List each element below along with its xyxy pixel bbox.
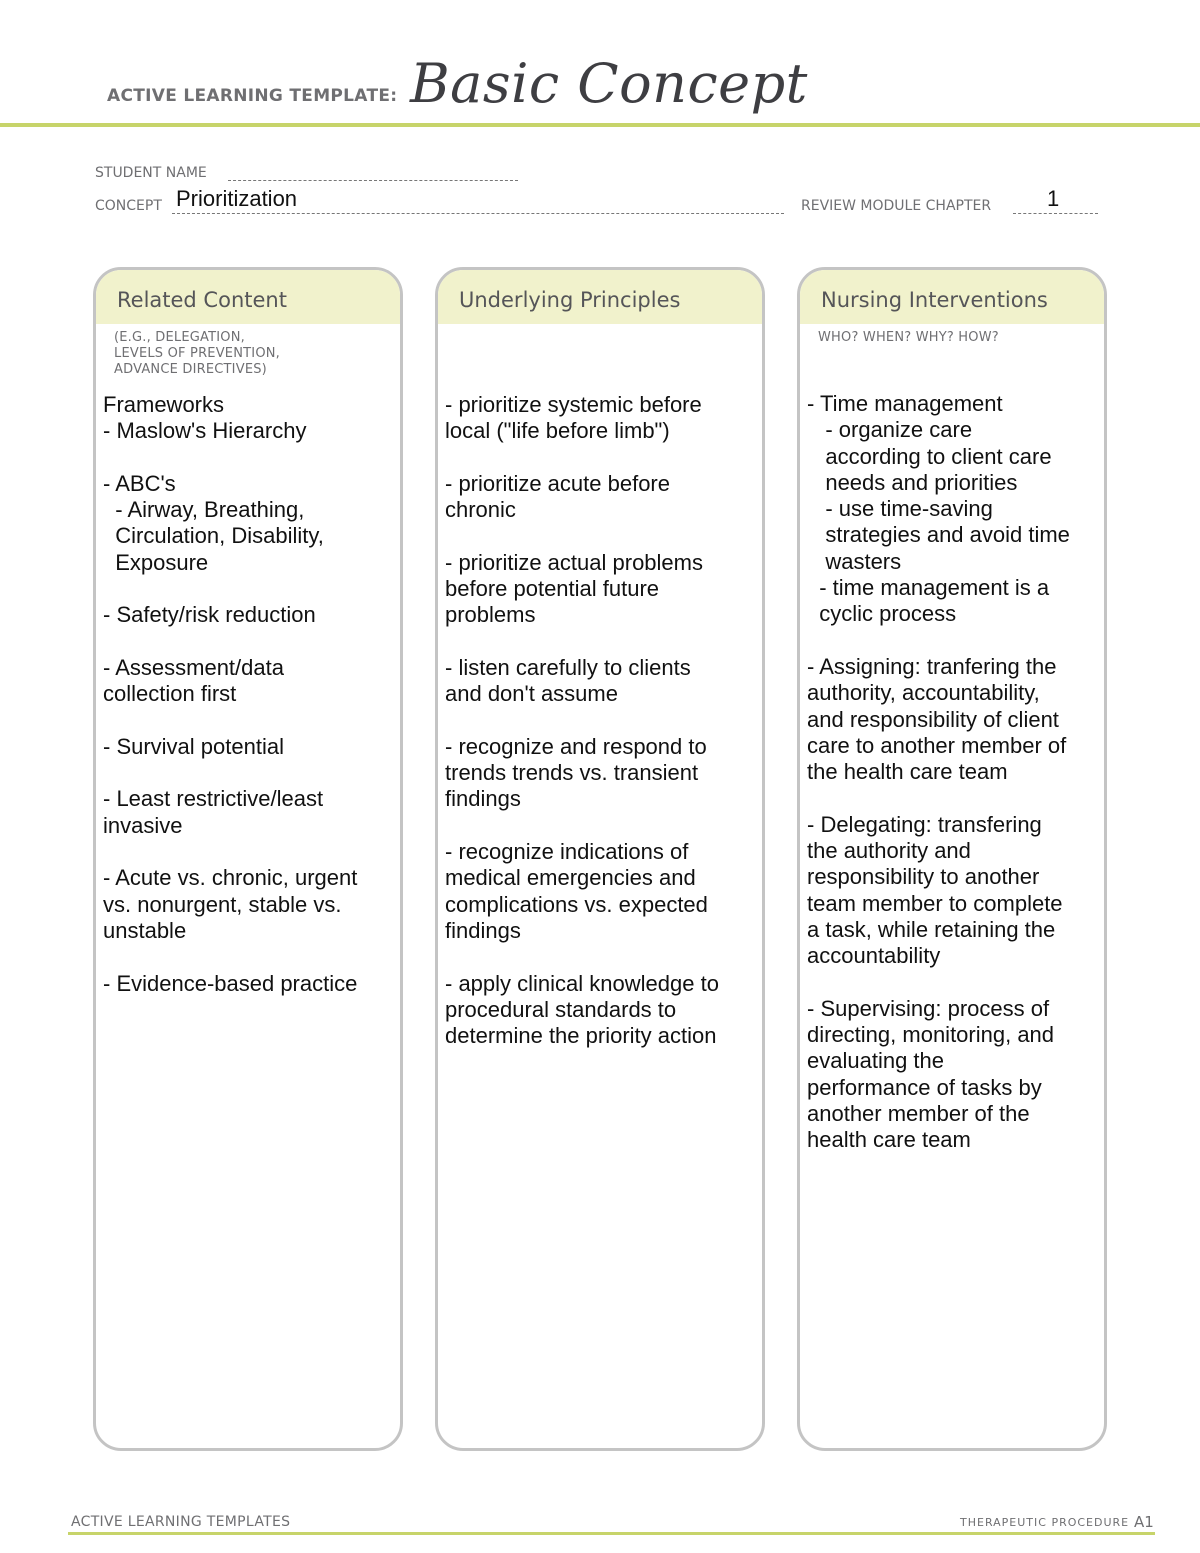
text-line: and responsibility of client [807,706,1059,732]
chapter-value: 1 [1047,186,1060,211]
text-line: - Least restrictive/least [103,786,324,812]
column-subheading [96,324,400,378]
footer-left: ACTIVE LEARNING TEMPLATES [71,1514,291,1530]
template-label: ACTIVE LEARNING TEMPLATE: [107,86,398,106]
text-line [103,708,392,734]
text-line: collection first [103,681,237,707]
footer-rule [68,1532,1155,1535]
text-line: - prioritize acute before [445,470,670,496]
concept-field[interactable] [172,213,784,214]
footer-right: THERAPEUTIC PROCEDURE [960,1516,1130,1529]
text-line: - Maslow's Hierarchy [103,418,307,444]
subheading-line: ADVANCE DIRECTIVES) [114,362,267,377]
text-line: medical emergencies and [445,865,696,891]
text-line [445,944,754,970]
text-line: accountability [807,943,941,969]
text-line: Frameworks [103,392,225,417]
text-line: responsibility to another [807,864,1040,890]
text-line [445,708,754,734]
text-line: - Safety/risk reduction [103,602,316,628]
text-line [103,576,392,602]
text-line: before potential future [445,576,660,602]
text-line [445,523,754,549]
related-content-column [93,267,403,1451]
text-line: - use time-saving [807,496,993,522]
chapter-label: REVIEW MODULE CHAPTER [801,198,992,214]
concept-value: Prioritization [176,186,298,211]
column-body[interactable] [445,392,754,1049]
text-line [807,970,1096,996]
text-line: needs and priorities [807,469,1018,495]
text-line: - listen carefully to clients [445,654,691,680]
text-line: wasters [807,548,902,574]
text-line: - prioritize actual problems [445,549,703,575]
text-line: Circulation, Disability, [103,523,324,549]
text-line [445,813,754,839]
column-heading: Nursing Interventions [800,270,1104,324]
student-name-label: STUDENT NAME [95,165,207,181]
nursing-interventions-column [797,267,1107,1451]
text-line: - time management is a [807,575,1050,601]
text-line: complications vs. expected [445,891,708,917]
header-rule [0,123,1200,127]
column-heading: Underlying Principles [438,270,762,324]
text-line: - Time management [807,391,1003,416]
text-line [103,445,392,471]
text-line: - Acute vs. chronic, urgent [103,865,358,891]
text-line: authority, accountability, [807,680,1040,706]
subheading-line: WHO? WHEN? WHY? HOW? [818,330,999,345]
student-name-field[interactable] [228,180,518,181]
text-line: - apply clinical knowledge to [445,970,719,996]
text-line: evaluating the [807,1048,944,1074]
text-line: problems [445,602,536,628]
text-line [807,628,1096,654]
text-line: another member of the [807,1101,1030,1127]
text-line [103,629,392,655]
text-line: procedural standards to [445,996,677,1022]
text-line: - Survival potential [103,733,284,759]
text-line [807,785,1096,811]
text-line: - recognize indications of [445,839,689,865]
text-line: team member to complete [807,890,1063,916]
text-line: local ("life before limb") [445,418,670,444]
subheading-line: LEVELS OF PREVENTION, [114,346,281,361]
text-line [103,760,392,786]
text-line: - ABC's [103,470,176,496]
column-body[interactable] [103,392,392,997]
text-line: - Assigning: tranfering the [807,653,1057,679]
column-body[interactable] [807,391,1096,1154]
subheading-line: (E.G., DELEGATION, [114,330,245,345]
chapter-field[interactable] [1013,213,1098,214]
text-line [103,839,392,865]
text-line: according to client care [807,443,1052,469]
text-line: - Airway, Breathing, [103,497,305,523]
text-line: performance of tasks by [807,1074,1042,1100]
text-line: findings [445,786,521,812]
text-line: - Evidence-based practice [103,970,358,996]
text-line: findings [445,917,521,943]
column-subheading [800,324,1104,346]
text-line: the health care team [807,759,1008,785]
text-line: determine the priority action [445,1023,717,1049]
text-line [445,445,754,471]
text-line: cyclic process [807,601,957,627]
text-line: and don't assume [445,681,618,707]
text-line [103,944,392,970]
text-line: trends trends vs. transient [445,760,699,786]
text-line: - Supervising: process of [807,995,1050,1021]
page-title: Basic Concept [410,52,808,115]
underlying-principles-column [435,267,765,1451]
text-line [445,629,754,655]
text-line: - prioritize systemic before [445,392,702,417]
concept-label: CONCEPT [95,198,162,214]
column-heading: Related Content [96,270,400,324]
text-line: vs. nonurgent, stable vs. [103,891,342,917]
text-line: - recognize and respond to [445,733,707,759]
text-line: - Assessment/data [103,654,284,680]
footer-code: A1 [1134,1513,1154,1531]
text-line: health care team [807,1127,971,1153]
text-line: - organize care [807,417,973,443]
text-line: care to another member of [807,732,1067,758]
text-line: the authority and [807,838,971,864]
text-line: invasive [103,812,183,838]
text-line: directing, monitoring, and [807,1022,1055,1048]
text-line: unstable [103,917,187,943]
text-line: strategies and avoid time [807,522,1070,548]
text-line: chronic [445,497,516,523]
text-line: - Delegating: transfering [807,811,1042,837]
text-line: Exposure [103,549,209,575]
text-line: a task, while retaining the [807,916,1056,942]
